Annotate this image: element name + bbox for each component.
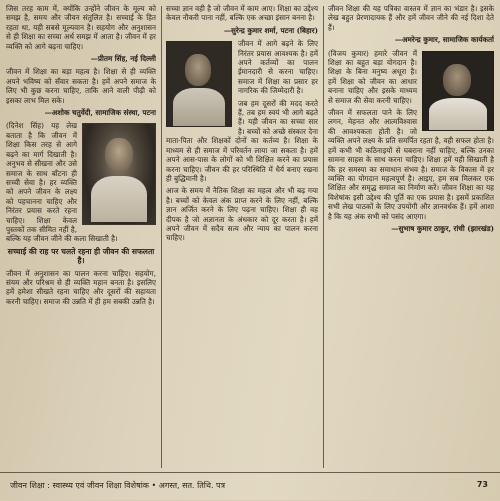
column-left-body-1: जीवन में शिक्षा का बड़ा महत्व है। शिक्षा से ही व्यक्ति अपने भविष्य को सँवार सकता है। हमें अपने समाज के लिए भी कुछ करना चाहिए, ताकि आने वाली पीढ़ी को इसका लाभ मिल सके। — [6, 67, 156, 105]
column-middle — [166, 4, 318, 470]
column-middle-body-3: आज के समय में नैतिक शिक्षा का महत्व और भी बढ़ गया है। बच्चों को केवल अंक प्राप्त करने के लिए नहीं, बल्कि ज्ञान अर्जित करने के लिए पढ़ना चाहिए। शिक्षा ही वह दीपक है जो अज्ञानता के अंधकार को दूर करता है। हमें अपने जीवन में सदैव सत्य और न्याय का पालन करना चाहिए। — [166, 186, 318, 243]
author-photo-right — [422, 51, 494, 131]
column-divider-2 — [323, 6, 324, 468]
column-left — [6, 4, 156, 470]
column-middle-body-2: जब हम दूसरों की मदद करते हैं, तब हम स्वयं भी आगे बढ़ते हैं। यही जीवन का सच्चा सार है। बच्चों को अच्छे संस्कार देना माता-पिता और शिक्षकों दोनों का कर्तव्य है। शिक्षा के माध्यम से ही समाज में परिवर्तन लाया जा सकता है। हमें अपने आस-पास के लोगों को भी शिक्षित करने का प्रयास करना चाहिए। जीवन की हर परिस्थिति में धैर्य बनाए रखना ही बुद्धिमानी है। — [166, 98, 318, 183]
column-left-signature-1: —प्रीतम सिंह, नई दिल्ली — [90, 54, 156, 64]
column-right-signature-1: —अमरेन्द्र कुमार, सामाजिक कार्यकर्ता — [394, 35, 494, 45]
author-photo-right-face — [443, 64, 471, 96]
author-photo-middle-face — [185, 54, 211, 86]
author-photo-right-shirt — [429, 98, 487, 130]
column-divider-1 — [161, 6, 162, 468]
column-left-quote: सच्चाई की राह पर चलते रहना ही जीवन की सफलता है। — [7, 246, 155, 266]
column-right-signature-2: —सुभाष कुमार ठाकुर, रांची (झारखंड) — [391, 223, 494, 233]
column-middle-signature: —सुरेन्द्र कुमार शर्मा, पटना (बिहार) — [223, 25, 318, 35]
column-middle-body-1: जीवन में आगे बढ़ने के लिए निरंतर प्रयास आवश्यक है। हमें अपने कर्तव्यों का पालन ईमानदारी से करना चाहिए। समाज में शिक्षा का प्रसार हर नागरिक की जिम्मेदारी है। — [238, 39, 318, 96]
footer-text: जीवन शिक्षा : स्वास्थ्य एवं जीवन शिक्षा विशेषांक • अगस्त, सत. तिथि. पत्र — [10, 481, 226, 490]
column-left-body-2: (दिनेश सिंह) यह लेख बताता है कि जीवन में शिक्षा किस तरह से आगे बढ़ने का मार्ग दिखाती है। अनुभव से सीखना और उसे समाज के साथ बाँटना ही सच्ची सेवा है। हर व्यक्ति को अपने जीवन के लक्ष्य को पहचानना चाहिए और निरंतर प्रयास करते रहना चाहिए। शिक्षा केवल पुस्तकों तक सीमित नहीं है, बल्कि यह जीवन जीने की कला सिखाती है। — [6, 121, 118, 244]
column-right-intro: जीवन शिक्षा की यह पत्रिका वास्तव में ज्ञान का भंडार है। इसके लेख बहुत प्रेरणादायक हैं और हमें जीवन जीने की नई दिशा देते हैं। — [328, 4, 494, 32]
author-photo-left-face — [105, 138, 133, 172]
column-left-body-3: जीवन में अनुशासन का पालन करना चाहिए। सहयोग, संयम और परिश्रम से ही व्यक्ति महान बनता है। इसलिए हमें हमेशा सीखते रहना चाहिए और दूसरों की सहायता करनी चाहिए। समाज की उन्नति में ही हम सबकी उन्नति है। — [6, 268, 156, 306]
author-photo-left-shirt — [91, 176, 147, 222]
column-left-intro: जिस तरह काम में, क्योंकि उन्होंने जीवन के मूल्य को समझ है, समय और जीवन संतुलित है। सच्चाई के हित रहता था, यही सबसे मूल्यवान है। सहयोग और अनुशासन से ही शिक्षा का सच्चा अर्थ समझ में आता है। जीवन में हर व्यक्ति को आगे बढ़ना चाहिए। — [6, 4, 156, 51]
page-footer — [0, 472, 500, 501]
column-right — [328, 4, 494, 470]
column-right-body-2: जीवन में सफलता पाने के लिए लगन, मेहनत और आत्मविश्वास की आवश्यकता होती है। जो व्यक्ति अपने लक्ष्य के प्रति समर्पित रहता है, वही सफल होता है। हमें कभी भी कठिनाइयों से घबराना नहीं चाहिए, बल्कि उनका सामना साहस के साथ करना चाहिए। शिक्षा हमें यही सिखाती है कि हर समस्या का समाधान संभव है। समाज के विकास में हर व्यक्ति का योगदान महत्वपूर्ण है। आइए, हम सब मिलकर एक शिक्षित और समृद्ध समाज का निर्माण करें। जीवन शिक्षा का यह विशेषांक इसी उद्देश्य की पूर्ति का एक प्रयास है। इसमें प्रकाशित सभी लेख पाठकों के लिए उपयोगी और ज्ञानवर्धक हैं। हमें आशा है कि यह अंक सभी को पसंद आएगा। — [328, 108, 494, 221]
column-right-body-1: (विजय कुमार) हमारे जीवन में शिक्षा का बहुत बड़ा योगदान है। शिक्षा के बिना मनुष्य अधूरा है। हमें शिक्षा को जीवन का आधार बनाना चाहिए और इसके माध्यम से समाज की सेवा करनी चाहिए। — [328, 48, 417, 105]
author-photo-middle — [166, 41, 232, 127]
page-number: 73 — [476, 480, 488, 489]
column-left-signature-2: —अशोक चतुर्वेदी, सामाजिक संस्था, पटना — [44, 108, 156, 118]
author-photo-middle-shirt — [173, 88, 225, 126]
column-middle-intro: सच्चा ज्ञान वही है जो जीवन में काम आए। शिक्षा का उद्देश्य केवल नौकरी पाना नहीं, बल्कि एक अच्छा इंसान बनना है। — [166, 4, 318, 23]
author-photo-left — [82, 123, 156, 225]
